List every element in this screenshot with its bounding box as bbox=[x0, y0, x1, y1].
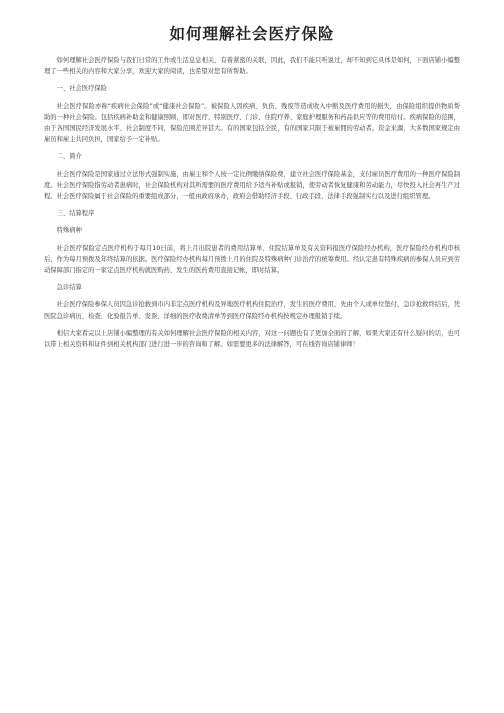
subheading-special-disease: 特殊病种 bbox=[56, 227, 82, 235]
section-body-insurance: 社会医疗保险亦称“疾病社会保险”或“健康社会保险”。被保险人因疾病、负伤、残废等造成收入中断及医疗费用的损失，由保险组织提供物质帮助的一种社会保险。包括疾病补助金和健康照顾，即对医疗、特别医疗、门诊、住院疗养、家庭护理服务和药品供应等的费用给付。疾病保险的范围，由于各国国民经济发展水平、社会制度不同，保险范围差异甚大。有的国家包括全民，有的国家只限于被雇佣的劳动者。资金来源，大多数国家规定由雇员和雇主共同负担，国家给予一定补贴。 bbox=[44, 102, 460, 144]
section-heading-insurance: 一、社会医疗保险 bbox=[56, 85, 107, 93]
subsection-body-emergency: 社会医疗保险参保人员因急诊抢救到市内非定点医疗机构及异地医疗机构住院治疗，发生的医疗费用，先由个人或单位垫付，急诊抢救终结后，凭医院急诊病历、检查、化验报告单、发票、详细的医疗收费清单等到医疗保险经办机构按规定办理报销手续。 bbox=[44, 301, 460, 320]
subsection-body-special-disease: 社会医疗保险定点医疗机构于每月10日前，将上月出院患者的费用结算单、住院结算单及有关资料报医疗保险经办机构，医疗保险经办机构审核后，作为每月预拨及年终结算的依据。医疗保险经办机构每月预拨上月的住院及特殊病种门诊治疗的统筹费用。经认定患有特殊疾病的参保人员应到劳动保障部门指定的一家定点医疗机构就医购药，发生的医药费用直接记帐，即时结算。 bbox=[44, 244, 460, 275]
section-heading-intro: 二、简介 bbox=[56, 153, 82, 161]
subheading-emergency: 急诊结算 bbox=[56, 284, 82, 292]
section-body-intro: 社会医疗保险是国家通过立法形式强制实施，由雇主和个人按一定比例缴纳保险费，建立社会医疗保险基金，支付雇员医疗费用的一种医疗保险制度。社会医疗保险指劳动者患病时，社会保险机构对其所需要的医疗费用给予适当补贴或报销，使劳动者恢复健康和劳动能力，尽快投入社会再生产过程。社会医疗保险属于社会保险的重要组成部分，一般由政府承办，政府会借助经济手段、行政手段、法律手段强制实行以及进行组织管理。 bbox=[44, 170, 460, 201]
intro-paragraph: 如何理解社会医疗保险与我们日常的工作或生活息息相关，有着紧密的关联，因此，我们不能只听说过，却不知到它具体是如何，下面店铺小编整理了一些相关的内容和大家分享，欢迎大家的阅读，也希望对您有所帮助。 bbox=[44, 57, 460, 76]
closing-paragraph: 相信大家看完以上店铺小编整理的有关如何理解社会医疗保险的相关内容，对这一问题也有了更加全面的了解，如果大家还有什么疑问的话，也可以带上相关资料和证件到相关机构部门进行进一步的咨询和了解。如需要更多的法律解答，可在线咨询店铺律师！ bbox=[44, 329, 460, 349]
section-heading-settlement: 三、结算程序 bbox=[56, 210, 95, 218]
document-title: 如何理解社会医疗保险 bbox=[169, 25, 335, 43]
